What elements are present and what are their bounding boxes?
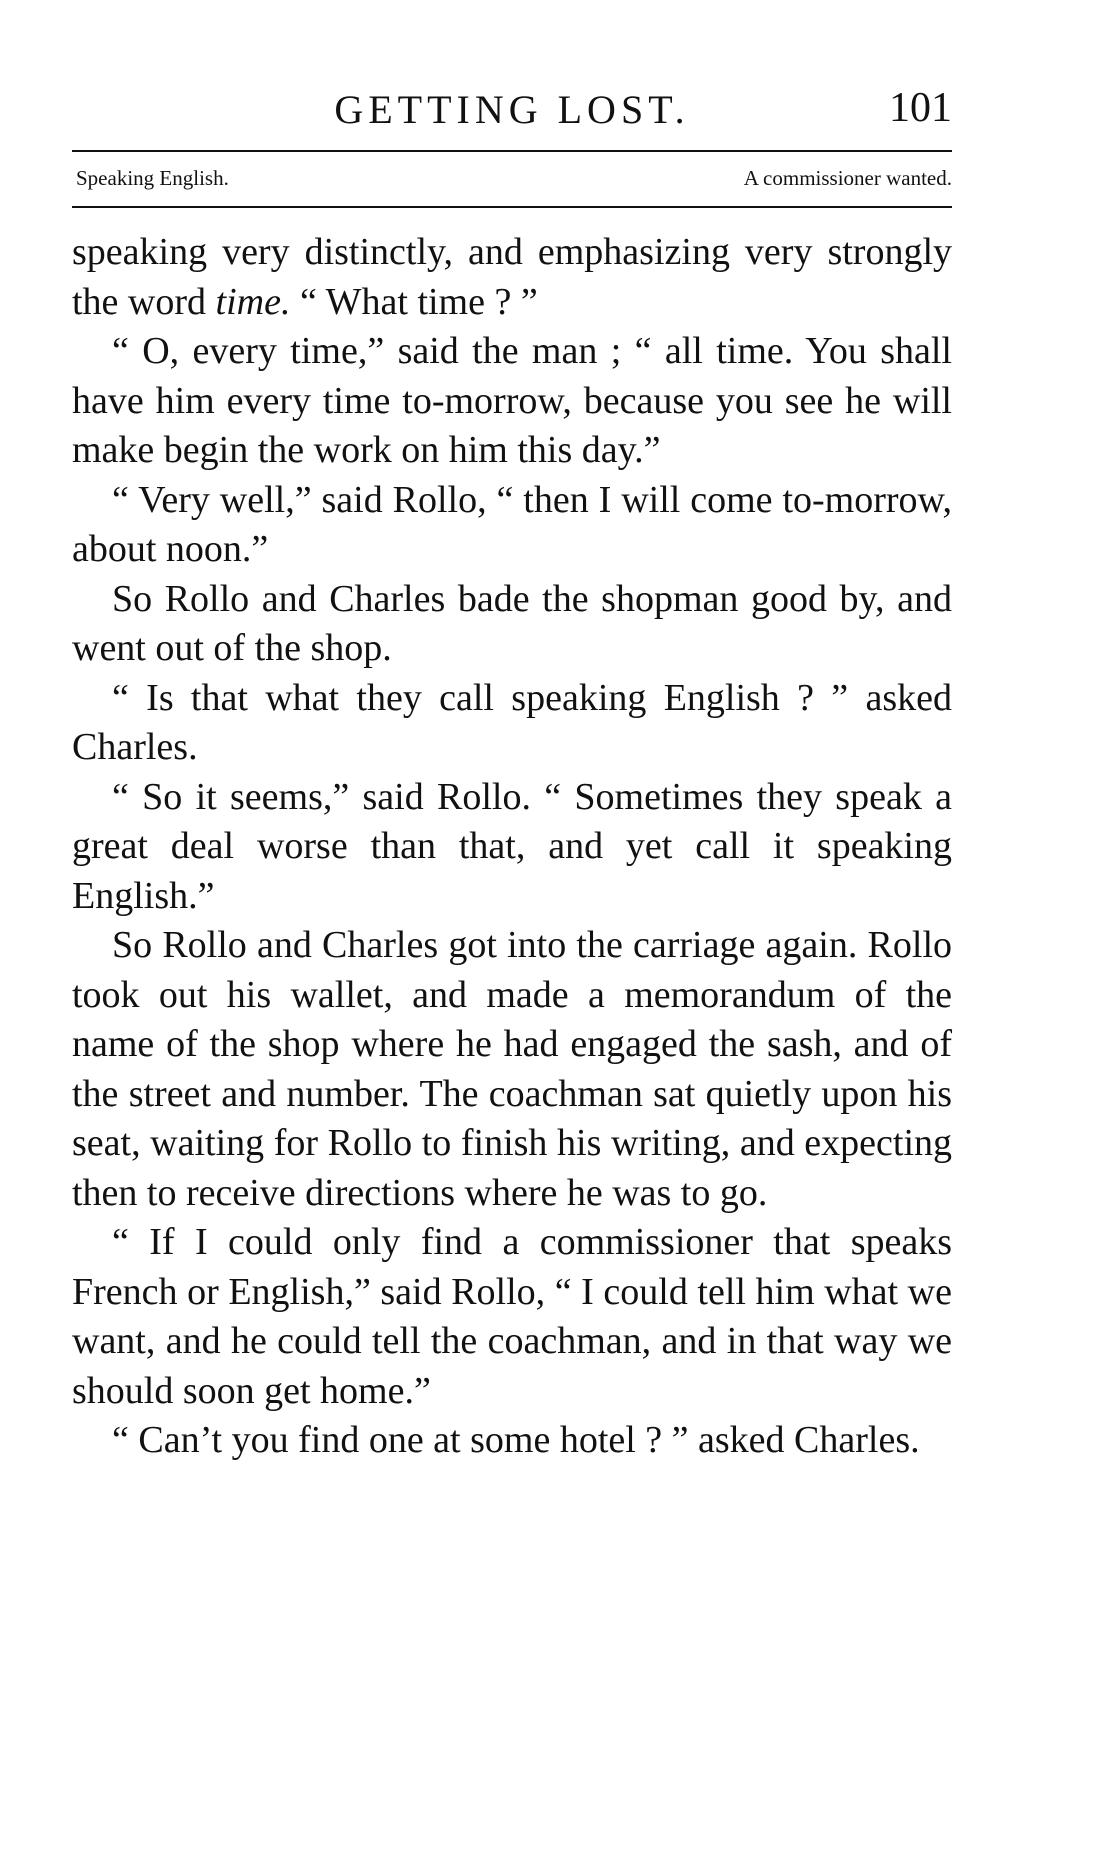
running-title: GETTING LOST. [334, 87, 690, 132]
body-text [72, 228, 952, 1466]
paragraph-7: So Rollo and Charles got into the carriage again. Rollo took out his wallet, and made a memorandum of the name of the shop where he had engaged the sash, and of the street and number. The coachman sat quietly upon his seat, waiting for Rollo to finish his writing, and expecting then to receive directions where he was to go. [72, 924, 952, 1214]
header-rule-bottom [72, 206, 952, 208]
subhead-left: Speaking English. [76, 166, 229, 190]
paragraph-2: “ O, every time,” said the man ; “ all time. You shall have him every time to-morrow, because you see he will make begin the work on him this day.” [72, 330, 952, 471]
paragraph-5: “ Is that what they call speaking English ? ” asked Charles. [72, 676, 952, 768]
page-number: 101 [889, 85, 952, 131]
paragraph-1-text: speaking very distinctly, and emphasizing very strongly the word [72, 231, 952, 323]
paragraph-1-quote: “ What time ? ” [290, 280, 538, 323]
paragraph-4: So Rollo and Charles bade the shopman good by, and went out of the shop. [72, 577, 952, 669]
paragraph-6: “ So it seems,” said Rollo. “ Sometimes they speak a great deal worse than that, and yet call it speaking English.” [72, 775, 952, 917]
header-rule-top [72, 150, 952, 152]
running-head [72, 80, 952, 140]
paragraph-8: “ If I could only find a commissioner that speaks French or English,” said Rollo, “ I could tell him what we want, and he could tell the coachman, and in that way we should soon get home.” [72, 1221, 952, 1412]
subhead-right: A commissioner wanted. [743, 166, 952, 190]
italic-word: time. [215, 280, 291, 323]
paragraph-1 [72, 228, 952, 327]
paragraph-3: “ Very well,” said Rollo, “ then I will come to-morrow, about noon.” [72, 478, 952, 570]
paragraph-9: “ Can’t you find one at some hotel ? ” asked Charles. [112, 1419, 920, 1461]
